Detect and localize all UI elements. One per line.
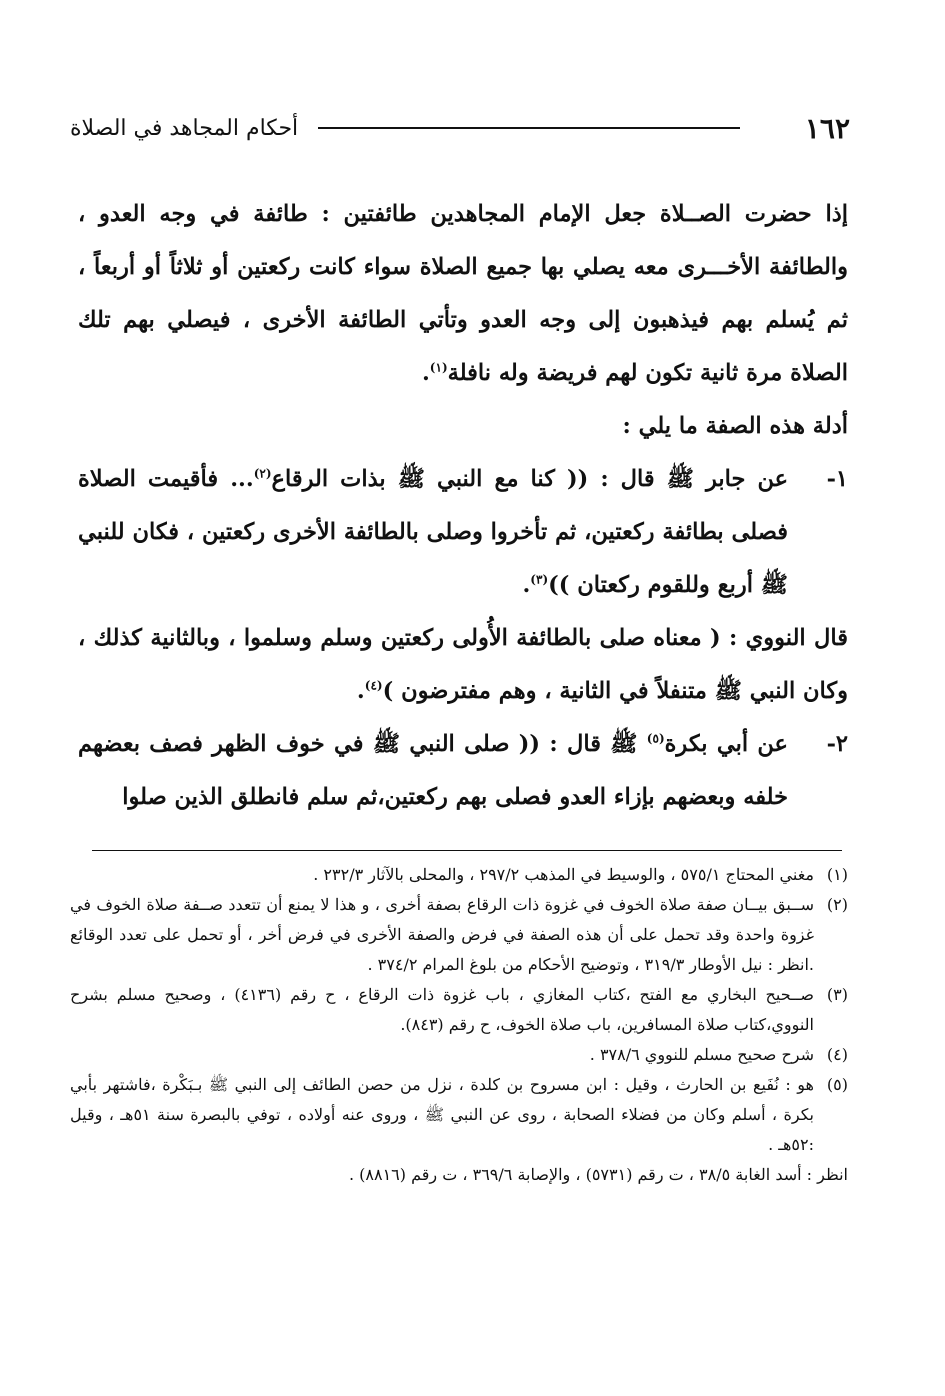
- footnote-ref-2: (٢): [253, 466, 272, 481]
- footnote-1: [70, 860, 848, 890]
- nawawi-text: قال النووي : ( معناه صلى بالطائفة الأُولى ركعتين وسلم وسلموا ، وبالثانية كذلك ، وكان النبي ﷺ متنفلاً في الثانية ، وهم مفترضون ): [78, 625, 848, 704]
- footnote-text: ســبق بيــان صفة صلاة الخوف في غزوة ذات الرقاع بصفة أخرى ، و هذا لا يمنع أن تتعدد صــفة صلاة الخوف في غزوة واحدة وقد تحمل على أن هذه الصفة في فرض والصفة الأخرى في فرض أخر ، أو تحمل على تعدد الوقائع .انظر : نيل الأوطار ٣١٩/٣ ، وتوضيح الأحكام من بلوغ المرام ٣٧٤/٢ .: [70, 895, 814, 974]
- footnote-number: (٥): [826, 1075, 848, 1094]
- footnote-2: [70, 890, 848, 980]
- footnote-ref-5: (٥): [646, 731, 665, 746]
- page-number: ١٦٢: [804, 111, 850, 145]
- item1-text-b: ... فأقيمت الصلاة فصلى بطائفة ركعتين، ثم تأخروا وصلى بالطائفة الأخرى ركعتين ، فكان للنبي ﷺ أربع وللقوم ركعتان )): [78, 466, 788, 598]
- footnote-5: [70, 1070, 848, 1160]
- footnote-number: (٢): [826, 895, 848, 914]
- nawawi-paragraph: [78, 612, 848, 718]
- footnote-ref-1: (١): [429, 360, 448, 375]
- footnote-continuation: انظر : أسد الغابة ٣٨/٥ ، ت رقم (٥٧٣١) ، والإصابة ٣٦٩/٦ ، ت رقم (٨٨١٦) .: [348, 1165, 848, 1184]
- item-number-1: ١-: [826, 466, 848, 492]
- header-rule: [318, 127, 740, 129]
- evidence-heading: أدلة هذه الصفة ما يلي :: [622, 413, 848, 439]
- page-header: [70, 108, 850, 148]
- item1-end: .: [522, 572, 531, 598]
- intro-text: إذا حضرت الصــلاة جعل الإمام المجاهدين طائفتين : طائفة في وجه العدو ، والطائفة الأخـــرى معه يصلي بها جميع الصلاة سواء كانت ركعتين أو ثلاثاً أو أربعاً ، ثم يُسلم بهم فيذهبون إلى وجه العدو وتأتي الطائفة الأخرى ، فيصلي بهم تلك الصلاة مرة ثانية تكون لهم فريضة وله نافلة: [78, 201, 848, 386]
- intro-end: .: [421, 360, 430, 386]
- footnote-text: صــحيح البخاري مع الفتح ،كتاب المغازي ، باب غزوة ذات الرقاع ، ح رقم (٤١٣٦) ، وصحيح مسلم بشرح النووي،كتاب صلاة المسافرين، باب صلاة الخوف، ح رقم (٨٤٣).: [70, 985, 815, 1034]
- item2-text-a: عن أبي بكرة: [664, 731, 788, 757]
- footnote-number: (١): [826, 865, 848, 884]
- footnote-3: [70, 980, 848, 1040]
- item1-text-a: عن جابر ﷺ قال : (( كنا مع النبي ﷺ بذات الرقاع: [271, 466, 788, 492]
- item-number-2: ٢-: [826, 731, 848, 757]
- intro-paragraph: [78, 188, 848, 400]
- footnote-number: (٤): [826, 1045, 848, 1064]
- footnote-4: [70, 1040, 848, 1070]
- nawawi-end: .: [356, 678, 365, 704]
- evidence-item-2: [78, 718, 848, 824]
- item2-text-b: ﷺ قال : (( صلى النبي ﷺ في خوف الظهر فصف بعضهم خلفه وبعضهم بإزاء العدو فصلى بهم ركعتين،ثم سلم فانطلق الذين صلوا: [78, 731, 788, 810]
- running-title: أحكام المجاهد في الصلاة: [70, 115, 299, 141]
- footnote-ref-3: (٣): [530, 572, 549, 587]
- evidence-item-1: [78, 453, 848, 612]
- footnote-text: شرح صحيح مسلم للنووي ٣٧٨/٦ .: [589, 1045, 814, 1064]
- footnotes: [70, 860, 848, 1190]
- footnote-number: (٣): [826, 985, 848, 1004]
- footnote-text: هو : نُفَيع بن الحارث ، وقيل : ابن مسروح بن كلدة ، نزل من حصن الطائف إلى النبي ﷺ بـبَكْرة ،فاشتهر بأبي بكرة ، أسلم وكان من فضلاء الصحابة ، روى عن النبي ﷺ ، وروى عنه أولاده ، توفي بالبصرة سنة ٥١هـ ، وقيل :٥٢هـ .: [70, 1075, 814, 1154]
- footnote-separator: [92, 850, 842, 851]
- main-text: [78, 188, 848, 824]
- footnote-text: مغني المحتاج ٥٧٥/١ ، والوسيط في المذهب ٢٩٧/٢ ، والمحلى بالآثار ٢٣٢/٣ .: [313, 865, 814, 884]
- footnote-ref-4: (٤): [364, 678, 383, 693]
